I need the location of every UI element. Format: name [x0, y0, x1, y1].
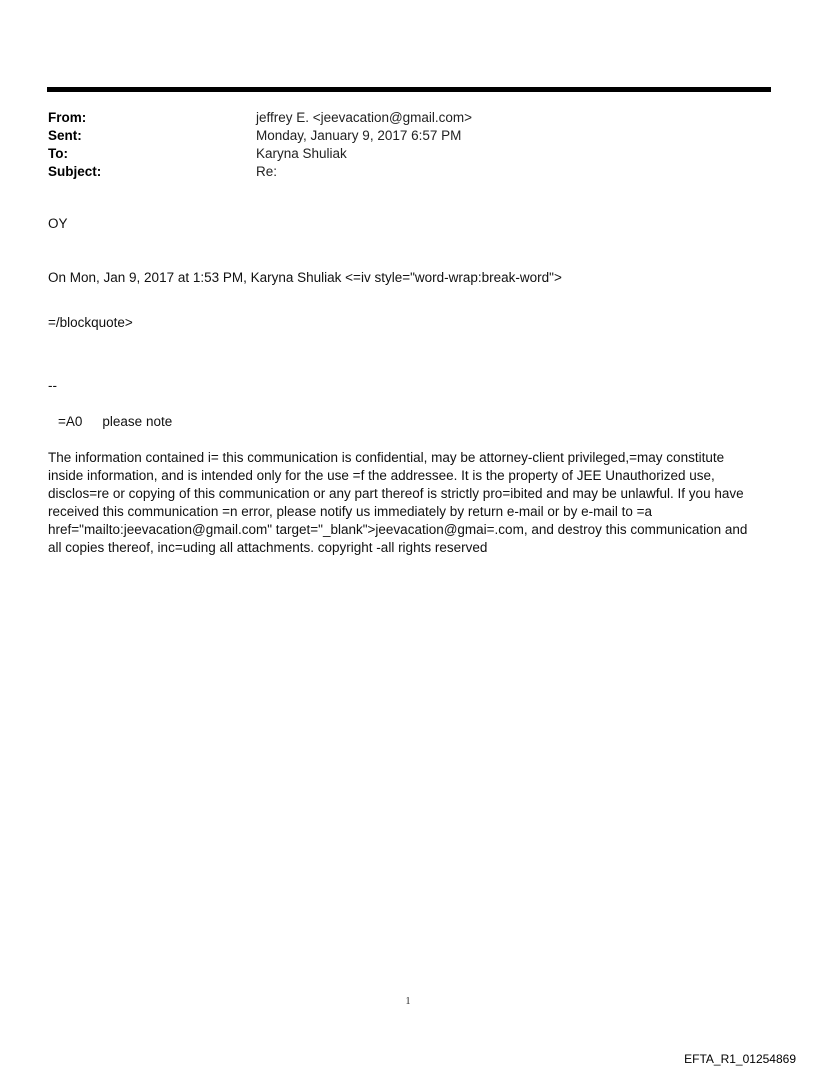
- from-row: [48, 109, 768, 127]
- quote-attribution: On Mon, Jan 9, 2017 at 1:53 PM, Karyna Shuliak <=iv style="word-wrap:break-word">: [48, 270, 562, 285]
- note-prefix: =A0: [58, 414, 83, 429]
- reply-text: OY: [48, 216, 68, 231]
- sent-value: Monday, January 9, 2017 6:57 PM: [256, 128, 462, 143]
- signature-separator: --: [48, 378, 57, 393]
- blockquote-end-text: =/blockquote>: [48, 315, 133, 330]
- from-label: From:: [48, 110, 87, 125]
- subject-row: [48, 163, 768, 181]
- note-text: please note: [102, 414, 173, 429]
- from-value: jeffrey E. <jeevacation@gmail.com>: [256, 110, 473, 125]
- note-line: [58, 413, 172, 431]
- sent-label: Sent:: [48, 128, 82, 143]
- header-divider: [47, 87, 771, 92]
- to-value: Karyna Shuliak: [256, 146, 347, 161]
- page-number: 1: [405, 996, 411, 1007]
- email-header: [48, 109, 768, 181]
- subject-value: Re:: [256, 164, 278, 179]
- subject-label: Subject:: [48, 164, 102, 179]
- document-id: EFTA_R1_01254869: [684, 1052, 796, 1066]
- to-label: To:: [48, 146, 68, 161]
- to-row: [48, 145, 768, 163]
- sent-row: [48, 127, 768, 145]
- confidentiality-disclaimer: The information contained i= this communication is confidential, may be attorney-client privileged,=may constitute inside information, and is intended only for the use =f the addressee. It is the property of JEE Unauthorized use, disclos=re or copying of this communication or any part thereof is strictly pro=ibited and may be unlawful. If you have received this communication =n error, please notify us immediately by return e-mail or by e-mail to =a href="mailto:jeevacation@gmail.com" target="_blank">jeevacation@gmai=.com, and destroy this communication and all copies thereof, inc=uding all attachments. copyright -all rights reserved: [48, 450, 748, 555]
